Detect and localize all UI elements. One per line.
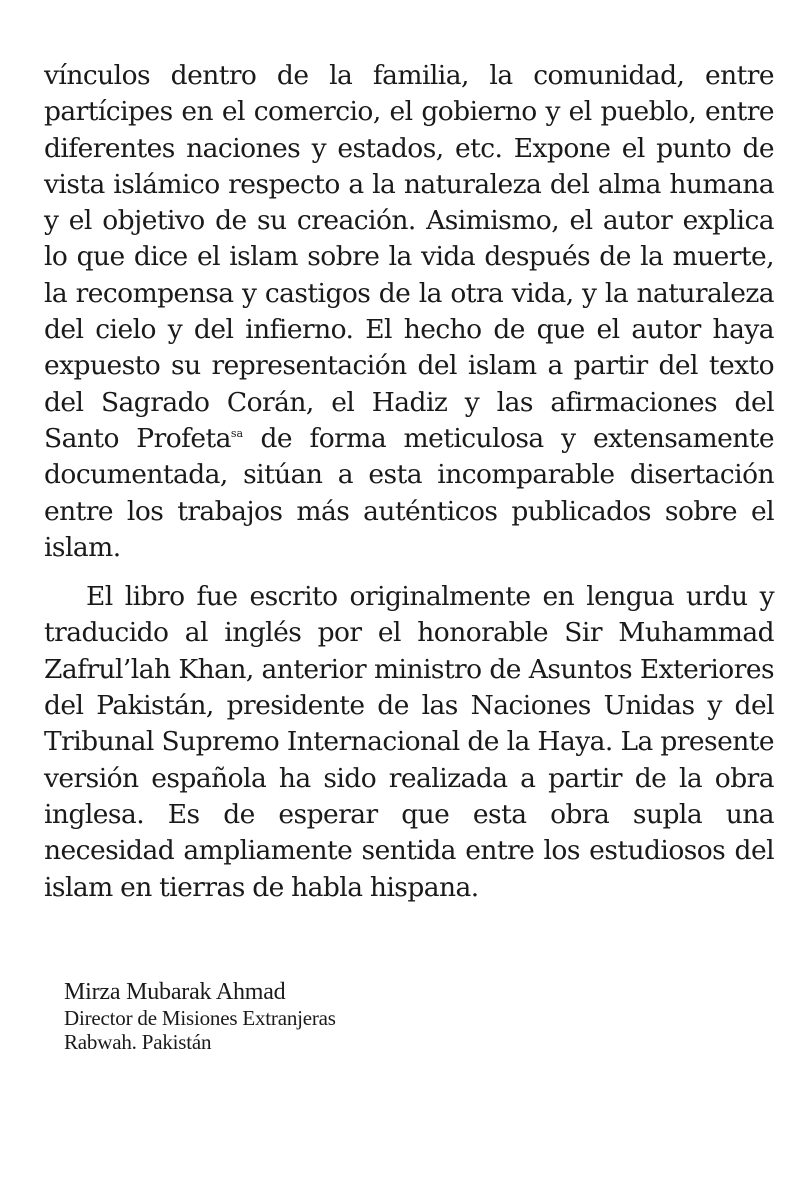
signature-title: Director de Misiones Extranjeras (64, 1006, 336, 1030)
honorific-superscript: sa (230, 427, 244, 441)
paragraph-1 (44, 58, 774, 566)
signature-name: Mirza Mubarak Ahmad (64, 979, 286, 1005)
paragraph-1-text-continued: de forma meticulosa y extensamente documentada, sitúan a esta incomparable disertación entre los trabajos más auténticos publicados sobre el islam. (44, 422, 774, 563)
signature-location: Rabwah. Pakistán (64, 1030, 212, 1054)
signature-block (64, 978, 336, 1054)
paragraph-2: El libro fue escrito originalmente en lengua urdu y traducido al inglés por el honorable Sir Muhammad Zafrul’lah Khan, anterior ministro de Asuntos Exteriores del Pakistán, presidente de las Naciones Unidas y del Tribunal Supremo Internacional de la Haya. La presente versión española ha sido realizada a partir de la obra inglesa. Es de esperar que esta obra supla una necesidad ampliamente sentida entre los estudiosos del islam en tierras de habla hispana. (44, 581, 774, 903)
page-body (44, 58, 774, 906)
paragraph-1-text: vínculos dentro de la familia, la comunidad, entre partícipes en el comercio, el gobierno y el pueblo, entre diferentes naciones y estados, etc. Expone el punto de vista islámico respecto a la naturaleza del alma humana y el objetivo de su creación. Asimismo, el autor explica lo que dice el islam sobre la vida después de la muerte, la recompensa y castigos de la otra vida, y la naturaleza del cielo y del infierno. El hecho de que el autor haya expuesto su representación del islam a partir del texto del Sagrado Corán, el Hadiz y las afirmaciones del Santo Profeta (44, 60, 774, 454)
